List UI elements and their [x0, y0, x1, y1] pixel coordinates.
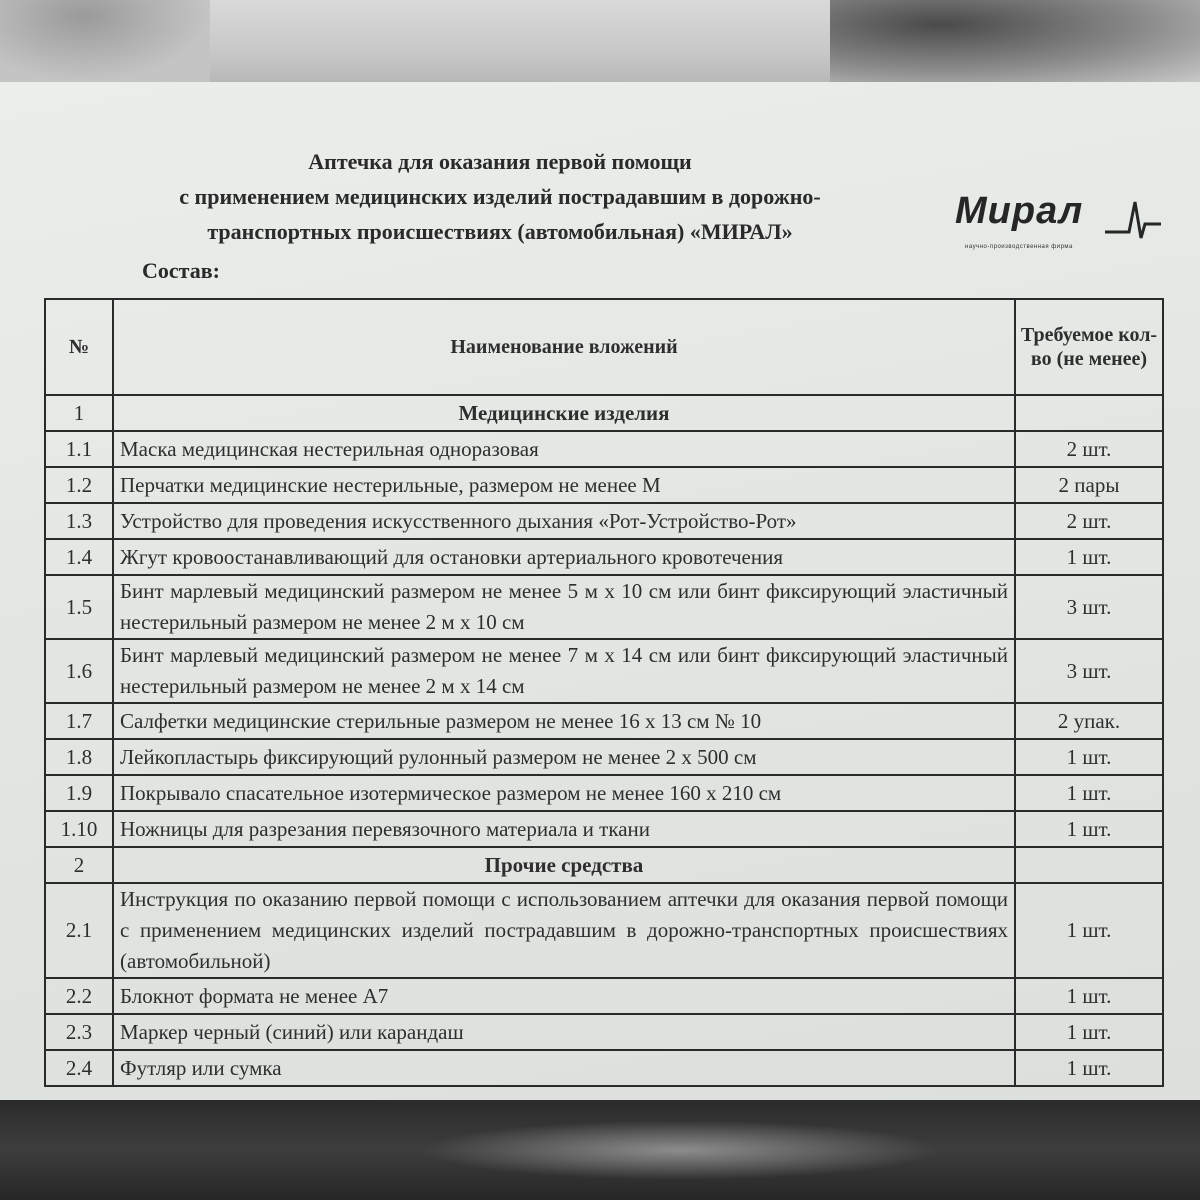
row-name: Покрывало спасательное изотермическое размером не менее 160 х 210 см	[113, 775, 1015, 811]
row-name: Салфетки медицинские стерильные размером не менее 16 х 13 см № 10	[113, 703, 1015, 739]
row-qty: 2 упак.	[1015, 703, 1163, 739]
row-name: Ножницы для разрезания перевязочного материала и ткани	[113, 811, 1015, 847]
row-num: 1	[45, 395, 113, 431]
table-row	[45, 431, 1163, 467]
kit-contents-table	[44, 298, 1164, 1087]
row-num: 1.8	[45, 739, 113, 775]
row-name: Инструкция по оказанию первой помощи с использованием аптечки для оказания первой помощи с применением медицинских изделий пострадавшим в дорожно-транспортных происшествиях (автомобильной)	[113, 883, 1015, 978]
row-qty: 3 шт.	[1015, 575, 1163, 639]
title-line: с применением медицинских изделий пострадавшим в дорожно-	[179, 184, 821, 209]
header-name: Наименование вложений	[113, 299, 1015, 395]
table-row	[45, 639, 1163, 703]
composition-label: Состав:	[142, 258, 220, 283]
row-qty: 1 шт.	[1015, 1014, 1163, 1050]
table-row	[45, 978, 1163, 1014]
row-name: Жгут кровоостанавливающий для остановки артериального кровотечения	[113, 539, 1015, 575]
row-num: 1.10	[45, 811, 113, 847]
table-row	[45, 703, 1163, 739]
header-num: №	[45, 299, 113, 395]
document-title	[70, 144, 930, 249]
row-name: Бинт марлевый медицинский размером не менее 5 м х 10 см или бинт фиксирующий эластичный нестерильный размером не менее 2 м х 10 см	[113, 575, 1015, 639]
miral-logo	[955, 190, 1165, 262]
table-row	[45, 883, 1163, 978]
background-shape	[420, 1120, 940, 1180]
row-qty: 1 шт.	[1015, 1050, 1163, 1086]
table-row	[45, 739, 1163, 775]
row-qty: 1 шт.	[1015, 539, 1163, 575]
row-num: 1.2	[45, 467, 113, 503]
row-name: Бинт марлевый медицинский размером не менее 7 м х 14 см или бинт фиксирующий эластичный нестерильный размером не менее 2 м х 14 см	[113, 639, 1015, 703]
row-name: Лейкопластырь фиксирующий рулонный размером не менее 2 х 500 см	[113, 739, 1015, 775]
table-row	[45, 1050, 1163, 1086]
row-num: 1.7	[45, 703, 113, 739]
row-num: 1.9	[45, 775, 113, 811]
row-qty	[1015, 847, 1163, 883]
row-qty: 1 шт.	[1015, 978, 1163, 1014]
table-row	[45, 811, 1163, 847]
section-title: Медицинские изделия	[113, 395, 1015, 431]
background-shape	[830, 0, 1200, 82]
row-num: 2.4	[45, 1050, 113, 1086]
row-name: Перчатки медицинские нестерильные, размером не менее М	[113, 467, 1015, 503]
table-header-row	[45, 299, 1163, 395]
row-num: 2	[45, 847, 113, 883]
row-qty: 2 пары	[1015, 467, 1163, 503]
row-num: 1.3	[45, 503, 113, 539]
row-qty: 1 шт.	[1015, 739, 1163, 775]
row-qty: 1 шт.	[1015, 883, 1163, 978]
section-row	[45, 395, 1163, 431]
table-row	[45, 775, 1163, 811]
row-name: Футляр или сумка	[113, 1050, 1015, 1086]
title-line: транспортных происшествиях (автомобильная) «МИРАЛ»	[207, 219, 793, 244]
header-qty: Требуемое кол-во (не менее)	[1015, 299, 1163, 395]
background-shape	[0, 0, 210, 82]
row-num: 1.1	[45, 431, 113, 467]
section-title: Прочие средства	[113, 847, 1015, 883]
row-qty: 1 шт.	[1015, 775, 1163, 811]
row-qty	[1015, 395, 1163, 431]
row-name: Блокнот формата не менее А7	[113, 978, 1015, 1014]
row-qty: 3 шт.	[1015, 639, 1163, 703]
table-row	[45, 539, 1163, 575]
table-row	[45, 503, 1163, 539]
row-qty: 2 шт.	[1015, 503, 1163, 539]
row-name: Маска медицинская нестерильная одноразовая	[113, 431, 1015, 467]
title-line: Аптечка для оказания первой помощи	[308, 149, 692, 174]
row-num: 1.6	[45, 639, 113, 703]
logo-tagline: научно-производственная фирма	[965, 244, 1073, 250]
paper-sheet	[0, 82, 1200, 1100]
row-name: Маркер черный (синий) или карандаш	[113, 1014, 1015, 1050]
section-row	[45, 847, 1163, 883]
row-num: 2.2	[45, 978, 113, 1014]
row-qty: 1 шт.	[1015, 811, 1163, 847]
row-num: 2.1	[45, 883, 113, 978]
row-num: 2.3	[45, 1014, 113, 1050]
background-bottom	[0, 1100, 1200, 1200]
row-name: Устройство для проведения искусственного дыхания «Рот-Устройство-Рот»	[113, 503, 1015, 539]
table-row	[45, 1014, 1163, 1050]
row-num: 1.5	[45, 575, 113, 639]
row-num: 1.4	[45, 539, 113, 575]
row-qty: 2 шт.	[1015, 431, 1163, 467]
logo-name: Мирал	[955, 190, 1084, 232]
table-row	[45, 467, 1163, 503]
table-row	[45, 575, 1163, 639]
heartbeat-icon	[1105, 198, 1161, 242]
background-top	[0, 0, 1200, 82]
